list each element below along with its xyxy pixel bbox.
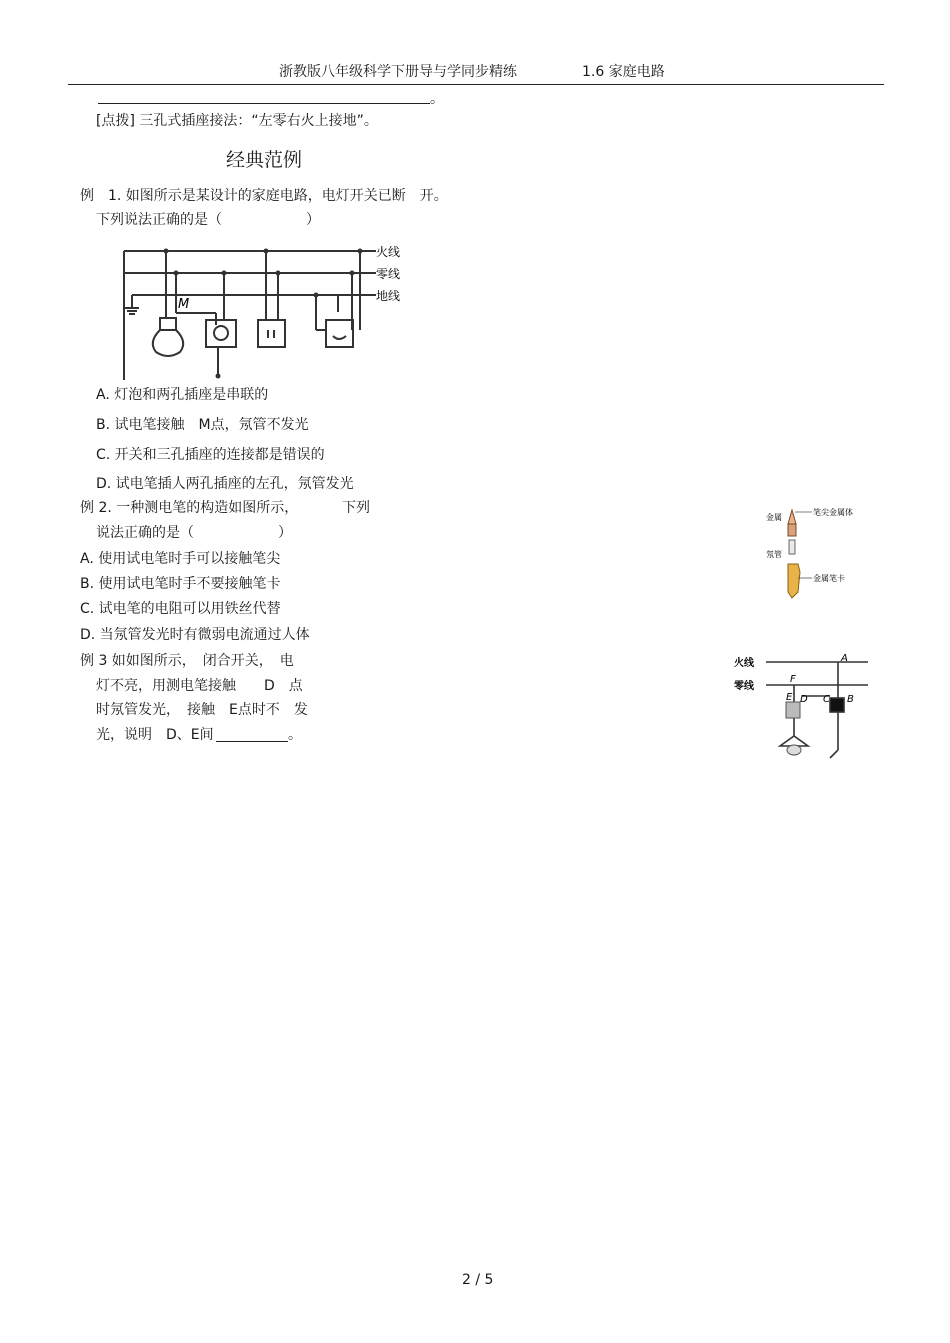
example2-option-a: A. 使用试电笔时手可以接触笔尖	[80, 551, 281, 567]
header-book-title: 浙教版八年级科学下册导与学同步精练	[279, 64, 517, 80]
example2-option-c: C. 试电笔的电阻可以用铁丝代替	[80, 601, 281, 617]
example2-option-b: B. 使用试电笔时手不要接触笔卡	[80, 576, 281, 592]
test-pen-diagram	[760, 502, 870, 600]
neon-tube-label: 氖管	[766, 550, 782, 559]
example3-end-mark: 。	[288, 727, 302, 743]
section-title: 经典范例	[226, 149, 303, 171]
example1-stem-line2: 下列说法正确的是（ ）	[96, 212, 320, 228]
example3-line1: 例 3 如如图所示， 闭合开关， 电	[80, 653, 294, 669]
metal-label: 金属	[766, 513, 782, 522]
page-number: 2 / 5	[462, 1272, 494, 1288]
ground-wire-label: 地线	[376, 289, 401, 303]
fire-wire-label: 火线	[376, 245, 401, 259]
header-lesson-title: 1.6 家庭电路	[582, 64, 665, 80]
example2-option-d: D. 当氖管发光时有微弱电流通过人体	[80, 627, 310, 643]
example3-line3: 时氖管发光， 接触 E点时不 发	[96, 702, 308, 718]
example3-circuit-diagram	[730, 650, 870, 762]
fill-end-mark: 。	[430, 91, 444, 107]
example1-stem-line1: 例 1. 如图所示是某设计的家庭电路，电灯开关已断 开。	[80, 188, 448, 204]
example3-answer-blank	[216, 741, 288, 742]
neutral-wire-label: 零线	[734, 681, 754, 692]
pen-tip-label: 笔尖金属体	[813, 508, 853, 517]
point-d-label: D	[800, 694, 808, 705]
example1-option-d: D. 试电笔插人两孔插座的左孔，氖管发光	[96, 476, 354, 492]
point-a-label: A	[841, 653, 848, 664]
example2-stem-line1: 例 2. 一种测电笔的构造如图所示，	[80, 500, 299, 516]
example2-stem-line1-end: 下列	[342, 500, 370, 516]
point-b-label: B	[847, 694, 854, 705]
example1-circuit-diagram	[120, 240, 412, 382]
point-e-label: E	[786, 692, 793, 703]
point-m-label: M	[178, 297, 190, 312]
pen-clip-label: 金属笔卡	[813, 574, 845, 583]
fire-wire-label: 火线	[734, 658, 754, 669]
point-f-label: F	[790, 674, 796, 685]
example3-line2: 灯不亮，用测电笔接触 D 点	[96, 678, 303, 694]
point-c-label: C	[823, 694, 830, 705]
example3-line4: 光，说明 D、E间	[96, 727, 214, 743]
neutral-wire-label: 零线	[376, 267, 401, 281]
example1-option-a: A. 灯泡和两孔插座是串联的	[96, 387, 269, 403]
tip-text: [点拨] 三孔式插座接法：“左零右火上接地”。	[96, 113, 378, 129]
example1-option-b: B. 试电笔接触 M点，氖管不发光	[96, 417, 309, 433]
example2-stem-line2: 说法正确的是（ ）	[96, 525, 292, 541]
answer-blank	[98, 103, 430, 104]
example1-option-c: C. 开关和三孔插座的连接都是错误的	[96, 447, 325, 463]
header-rule	[68, 84, 884, 85]
